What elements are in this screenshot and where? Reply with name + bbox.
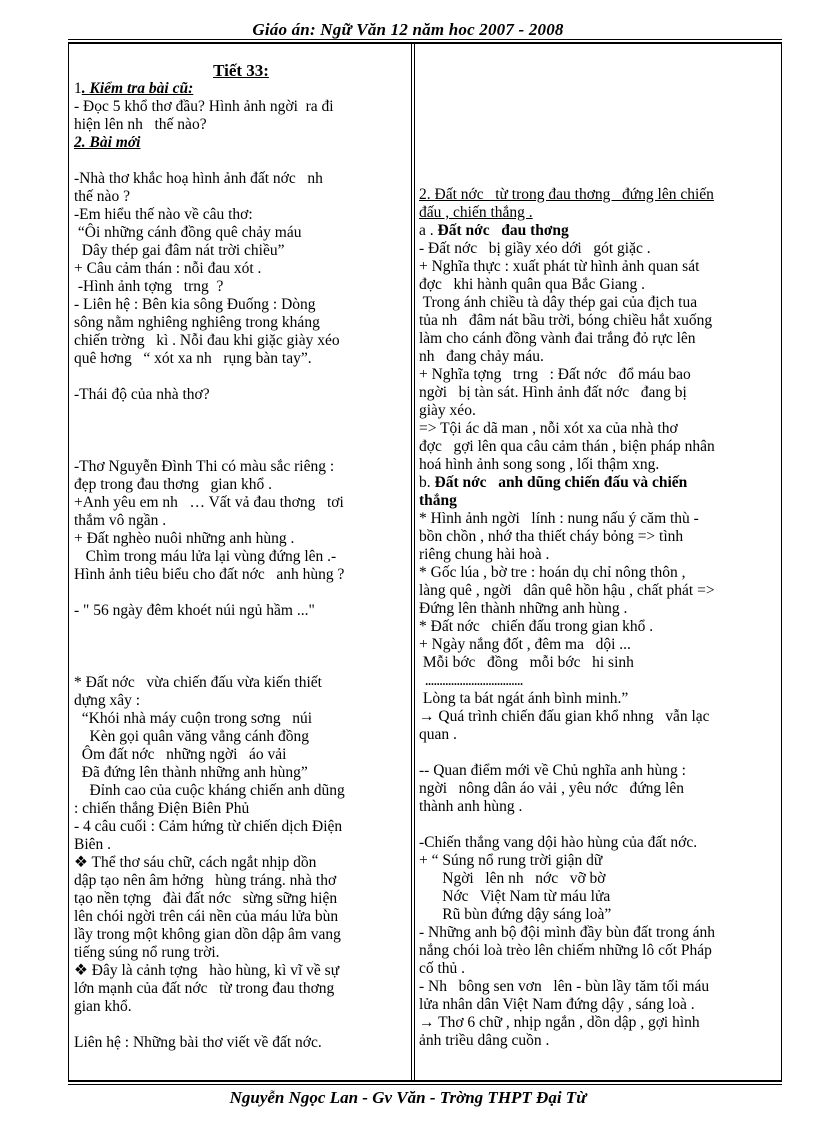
- text-line: Mỗi bớc đồng mỗi bớc hi sinh: [419, 654, 634, 671]
- text-line: -Chiến thắng vang dội hào hùng của đất nớc.: [419, 834, 698, 851]
- column-divider: [411, 42, 412, 1080]
- text-line: đẹp trong đau thơng gian khổ .: [74, 476, 273, 493]
- text-line: quan .: [419, 726, 457, 743]
- text-line: đợc khi hành quân qua Bắc Giang .: [419, 276, 645, 293]
- section-number: 1: [74, 80, 82, 97]
- text-line: lửa nhân dân Việt Nam đứng dậy , sáng loà .: [419, 996, 695, 1013]
- text-line: tiếng súng nổ rung trời.: [74, 944, 220, 961]
- text-line: [419, 708, 777, 726]
- text-line: -Em hiểu thế nào về câu thơ:: [74, 206, 253, 223]
- text-line: Trong ánh chiều tà dây thép gai của địch tua: [419, 294, 698, 311]
- section-heading: 2. Đất nớc từ trong đau thơng đứng lên chiến: [419, 186, 714, 203]
- text-line: [74, 962, 408, 980]
- text-line: : chiến thắng Điện Biên Phủ: [74, 800, 250, 817]
- text-line: * Hình ảnh ngời lính : nung nấu ý căm thù -: [419, 510, 699, 527]
- text-line: - Những anh bộ đội mình đầy bùn đất trong ánh: [419, 924, 715, 941]
- text-line: bồn chồn , nhớ tha thiết cháy bỏng => tình: [419, 528, 684, 545]
- text-line: -Thơ Nguyễn Đình Thi có màu sắc riêng :: [74, 458, 335, 475]
- text-line: dựng xây :: [74, 692, 141, 709]
- text-line: lầy trong một không gian dồn dập âm vang: [74, 926, 341, 943]
- ellipsis-line: ..................................: [419, 672, 523, 689]
- text-line: Liên hệ : Những bài thơ viết về đất nớc.: [74, 1034, 322, 1051]
- text-line: thành anh hùng .: [419, 798, 523, 815]
- text-line: cố thủ .: [419, 960, 466, 977]
- text-line: -Nhà thơ khắc hoạ hình ảnh đất nớc nh: [74, 170, 323, 187]
- text-line: -Thái độ của nhà thơ?: [74, 386, 210, 403]
- text-line: nh đang chảy máu.: [419, 348, 544, 365]
- text-line: ảnh triều dâng cuồn .: [419, 1032, 550, 1049]
- text-line: * Đất nớc chiến đấu trong gian khổ .: [419, 618, 654, 635]
- text-line: thắm vô ngần .: [74, 512, 167, 529]
- text-line: giày xéo.: [419, 402, 476, 419]
- text-line: làm cho cánh đồng vành đai trắng đỏ rực lên: [419, 330, 696, 347]
- text-line: đợc gợi lên qua câu cảm thán , biện pháp nhân: [419, 438, 715, 455]
- text-line: Dây thép gai đâm nát trời chiều”: [74, 242, 285, 259]
- text-line: Lòng ta bát ngát ánh bình minh.”: [419, 690, 629, 707]
- text-line: Đỉnh cao của cuộc kháng chiến anh dũng: [74, 782, 345, 799]
- text-line: -- Quan điểm mới về Chủ nghĩa anh hùng :: [419, 762, 686, 779]
- text-line: Hình ảnh tiêu biểu cho đất nớc anh hùng ?: [74, 566, 345, 583]
- text-line: [419, 1014, 777, 1032]
- section-heading: đấu , chiến thắng .: [419, 204, 533, 221]
- table-left-border: [68, 42, 69, 1080]
- text-line: Ngời lên nh nớc vỡ bờ: [419, 870, 606, 887]
- footer-rule: [68, 1084, 782, 1085]
- text-line-content: Thơ 6 chữ , nhịp ngắn , dồn dập , gợi hình: [434, 1014, 700, 1031]
- subheading: [419, 474, 777, 492]
- text-line: +Anh yêu em nh … Vất vả đau thơng tơi: [74, 494, 344, 511]
- text-line: lớn mạnh của đất nớc từ trong đau thơng: [74, 980, 335, 997]
- lesson-title: Tiết 33:: [213, 61, 269, 80]
- text-line: “Khói nhà máy cuộn trong sơng núi: [74, 710, 313, 727]
- text-line: nắng chói loà trèo lên chiếm những lô cốt Pháp: [419, 942, 712, 959]
- text-line: quê hơng “ xót xa nh rụng bàn tay”.: [74, 350, 312, 367]
- text-line: gian khổ.: [74, 998, 132, 1015]
- subheading: [419, 222, 777, 240]
- header-rule: [68, 39, 782, 40]
- text-line: - Đọc 5 khổ thơ đầu? Hình ảnh ngời ra đi: [74, 98, 334, 115]
- text-line: Rũ bùn đứng dậy sáng loà”: [419, 906, 612, 923]
- subheading-text: Đất nớc anh dũng chiến đấu và chiến: [434, 474, 688, 491]
- subheading-marker: b.: [419, 474, 435, 491]
- subheading-continued: thắng: [419, 492, 457, 509]
- text-line: lên chói ngời trên cái nền của máu lửa bùn: [74, 908, 339, 925]
- text-line: tạo nền tợng đài đất nớc sừng sững hiện: [74, 890, 338, 907]
- right-column: [419, 186, 777, 1050]
- text-line: - Đất nớc bị giầy xéo dới gót giặc .: [419, 240, 651, 257]
- text-line: Chìm trong máu lửa lại vùng đứng lên .-: [74, 548, 337, 565]
- subheading-marker: a .: [419, 222, 438, 239]
- section-heading-new-lesson: 2. Bài mới: [74, 134, 141, 151]
- text-line-content: Đây là cảnh tợng hào hùng, kì vĩ về sự: [87, 962, 340, 979]
- text-line: + Ngày nắng đốt , đêm ma dội ...: [419, 636, 631, 653]
- table-top-border: [68, 42, 782, 44]
- diamond-bullet-icon: ❖: [74, 962, 88, 979]
- text-line: hoá hình ảnh song song , lối thậm xng.: [419, 456, 660, 473]
- page-footer: Nguyễn Ngọc Lan - Gv Văn - Trờng THPT Đại Từ: [229, 1088, 587, 1107]
- text-line: -Hình ảnh tợng trng ?: [74, 278, 224, 295]
- text-line: + Nghĩa tợng trng : Đất nớc đổ máu bao: [419, 366, 691, 383]
- text-line: làng quê , ngời dân quê hồn hậu , chất phát =>: [419, 582, 715, 599]
- text-line: + Câu cảm thán : nỗi đau xót .: [74, 260, 262, 277]
- text-line: ngời bị tàn sát. Hình ảnh đất nớc đang bị: [419, 384, 687, 401]
- text-line-content: Quá trình chiến đấu gian khổ nhng vẫn lạc: [434, 708, 710, 725]
- text-line: => Tội ác dã man , nỗi xót xa của nhà thơ: [419, 420, 678, 437]
- text-line: * Gốc lúa , bờ tre : hoán dụ chỉ nông thôn ,: [419, 564, 686, 581]
- page-header: Giáo án: Ngữ Văn 12 năm hoc 2007 - 2008: [252, 20, 564, 39]
- text-line: “Ôi những cánh đồng quê chảy máu: [74, 224, 302, 241]
- text-line: + Đất nghèo nuôi những anh hùng .: [74, 530, 295, 547]
- text-line: [74, 854, 408, 872]
- text-line: + “ Súng nổ rung trời giận dữ: [419, 852, 603, 869]
- text-line: - Liên hệ : Bên kia sông Đuống : Dòng: [74, 296, 316, 313]
- text-line: - Nh bông sen vơn lên - bùn lầy tăm tối máu: [419, 978, 710, 995]
- table-right-border: [781, 42, 782, 1080]
- text-line-content: Thể thơ sáu chữ, cách ngắt nhịp dồn: [87, 854, 317, 871]
- table-bottom-border: [68, 1080, 782, 1082]
- text-line: Nớc Việt Nam từ máu lửa: [419, 888, 611, 905]
- text-line: * Đất nớc vừa chiến đấu vừa kiến thiết: [74, 674, 322, 691]
- text-line: Ôm đất nớc những ngời áo vải: [74, 746, 287, 763]
- text-line: Đã đứng lên thành những anh hùng”: [74, 764, 308, 781]
- text-line: riêng chung hài hoà .: [419, 546, 550, 563]
- text-line: + Nghĩa thực : xuất phát từ hình ảnh quan sát: [419, 258, 700, 275]
- text-line: Biên .: [74, 836, 112, 853]
- arrow-right-icon: →: [419, 708, 435, 725]
- text-line: ngời nông dân áo vải , yêu nớc đứng lên: [419, 780, 684, 797]
- arrow-right-icon: →: [419, 1014, 435, 1031]
- diamond-bullet-icon: ❖: [74, 854, 88, 871]
- text-line: - 4 câu cuối : Cảm hứng từ chiến dịch Điện: [74, 818, 343, 835]
- text-line: - " 56 ngày đêm khoét núi ngủ hầm ...": [74, 602, 315, 619]
- text-line: chiến trờng kì . Nỗi đau khi giặc giày xéo: [74, 332, 340, 349]
- column-divider-inner: [414, 42, 415, 1080]
- left-column: [74, 62, 408, 1052]
- text-line: Đứng lên thành những anh hùng .: [419, 600, 628, 617]
- section-label: . Kiểm tra bài cũ:: [81, 80, 194, 97]
- text-line: tủa nh đâm nát bầu trời, bóng chiều hắt xuống: [419, 312, 713, 329]
- text-line: hiện lên nh thế nào?: [74, 116, 207, 133]
- text-line: Kèn gọi quân văng vẳng cánh đồng: [74, 728, 310, 745]
- section-heading-review: [74, 80, 408, 98]
- text-line: sông nằm nghiêng nghiêng trong kháng: [74, 314, 320, 331]
- text-line: dập tạo nên âm hởng hùng tráng. nhà thơ: [74, 872, 337, 889]
- subheading-text: Đất nớc đau thơng: [437, 222, 569, 239]
- text-line: thế nào ?: [74, 188, 130, 205]
